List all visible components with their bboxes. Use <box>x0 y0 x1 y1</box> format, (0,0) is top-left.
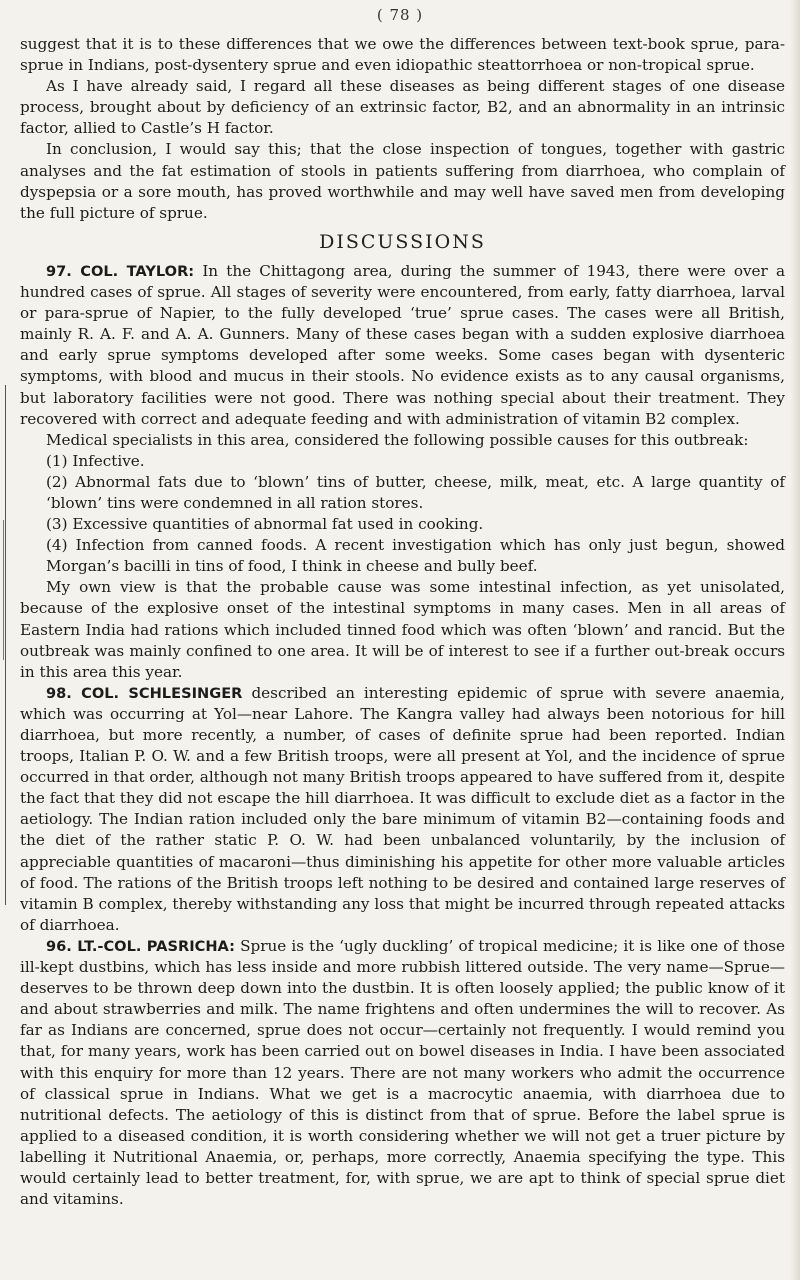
paragraph-intro-2: As I have already said, I regard all these diseases as being different stages of one disease process, brought about by deficiency of an extrinsic factor, B2, and an abnormality in an intrinsic factor, allied to Castle’s H factor. <box>20 77 785 138</box>
cause-item-3: (3) Excessive quantities of abnormal fat used in cooking. <box>46 515 484 534</box>
schlesinger-text: described an interesting epidemic of sprue with severe anaemia, which was occurring at Yol—near Lahore. The Kangra valley had always been notorious for hill diarrhoea, but more recently, a number, of cases of definite sprue had been reported. Indian troops, Italian P. O. W. and a few British troops, were all present at Yol, and the incidence of sprue occurred in that order, although not many British troops appeared to have suffered from it, despite the fact that they did not escape the hill diarrhoea. It was difficult to exclude diet as a factor in the aetiology. The Indian ration included only the bare minimum of vitamin B2—containing foods and the diet of the rather static P. O. W. had been unbalanced voluntarily, by the inclusion of appreciable quantities of macaroni—thus diminishing his appetite for other more valuable articles of food. The rations of the British troops left nothing to be desired and contained large reserves of vitamin B complex, thereby withstanding any loss that might be incurred through repeated attacks of diarrhoea. <box>20 683 785 934</box>
pasricha-text: Sprue is the ‘ugly duckling’ of tropical medicine; it is like one of those ill-kept dustbins, which has less inside and more rubbish littered outside. The very name—Sprue—deserves to be thrown deep down into the dustbin. It is often loosely applied; the public know of it and about strawberries and milk. The name frightens and often undermines the will to recover. As far as Indians are concerned, sprue does not occur—certainly not frequently. I would remind you that, for many years, work has been carried out on bowel diseases in India. I have been associated with this enquiry for more than 12 years. There are not many workers who admit the occurrence of classical sprue in Indians. What we get is a macrocytic anaemia, with diarrhoea due to nutritional defects. The aetiology of this is distinct from that of sprue. Before the label sprue is applied to a diseased condition, it is worth considering whether we will not get a truer picture by labelling it Nutritional Anaemia, or, perhaps, more correctly, Anaemia specifying the type. This would certainly lead to better treatment, for, with sprue, we are apt to think of special sprue diet and vitamins. <box>20 936 786 1209</box>
cause-item-1: (1) Infective. <box>46 451 145 470</box>
cause-item-2: (2) Abnormal fats due to ‘blown’ tins of butter, cheese, milk, meat, etc. A large quantity of ‘blown’ tins were condemned in all ration stores. <box>46 472 785 512</box>
paragraph-schlesinger <box>20 683 785 936</box>
paragraph-taylor-view: My own view is that the probable cause was some intestinal infection, as yet unisolated, because of the explosive onset of the intestinal symptoms in many cases. Men in all areas of Eastern India had rations which included tinned food which was often ‘blown’ and rancid. But the outbreak was mainly confined to one area. It will be of interest to see if a further out-break occurs in this area this year. <box>20 578 785 681</box>
page-number: ( 78 ) <box>376 6 424 24</box>
paragraph-pasricha <box>20 936 785 1210</box>
speaker-pasricha: 96. LT.-COL. PASRICHA: <box>46 937 235 955</box>
paragraph-intro-3: In conclusion, I would say this; that the close inspection of tongues, together with gastric analyses and the fat estimation of stools in patients suffering from diarrhoea, who complain of dyspepsia or a sore mouth, has proved worthwhile and may well have saved men from developing the full picture of sprue. <box>20 140 785 222</box>
cause-item-4: (4) Infection from canned foods. A recent investigation which has only just begun, showed Morgan’s bacilli in tins of food, I think in cheese and bully beef. <box>46 536 785 576</box>
page-edge-shadow <box>790 0 800 1280</box>
margin-mark <box>5 385 6 905</box>
body-text <box>20 34 785 1210</box>
paragraph-taylor-causes-intro: Medical specialists in this area, considered the following possible causes for this outbreak: <box>46 430 749 449</box>
taylor-text: In the Chittagong area, during the summer of 1943, there were over a hundred cases of sprue. All stages of severity were encountered, from early, fatty diarrhoea, larval or para-sprue of Napier, to the fully developed ‘true’ sprue cases. The cases were all British, mainly R. A. F. and A. A. Gunners. Many of these cases began with a sudden explosive diarrhoea and early sprue symptoms developed after some weeks. Some cases began with dysenteric symptoms, with blood and mucus in their stools. No evidence exists as to any causal organisms, but laboratory facilities were not good. There was nothing special about their treatment. They recovered with correct and adequate feeding and with administration of vitamin B2 complex. <box>20 261 785 428</box>
speaker-taylor: 97. COL. TAYLOR: <box>46 262 195 280</box>
section-heading: DISCUSSIONS <box>319 230 486 253</box>
paragraph-intro-1: suggest that it is to these differences that we owe the differences between text-book sprue, para-sprue in Indians, post-dysentery sprue and even idiopathic steattorrhoea or non-tropical sprue. <box>20 35 785 75</box>
paragraph-taylor <box>20 261 785 430</box>
speaker-schlesinger: 98. COL. SCHLESINGER <box>46 684 243 702</box>
margin-mark-secondary <box>3 520 4 660</box>
